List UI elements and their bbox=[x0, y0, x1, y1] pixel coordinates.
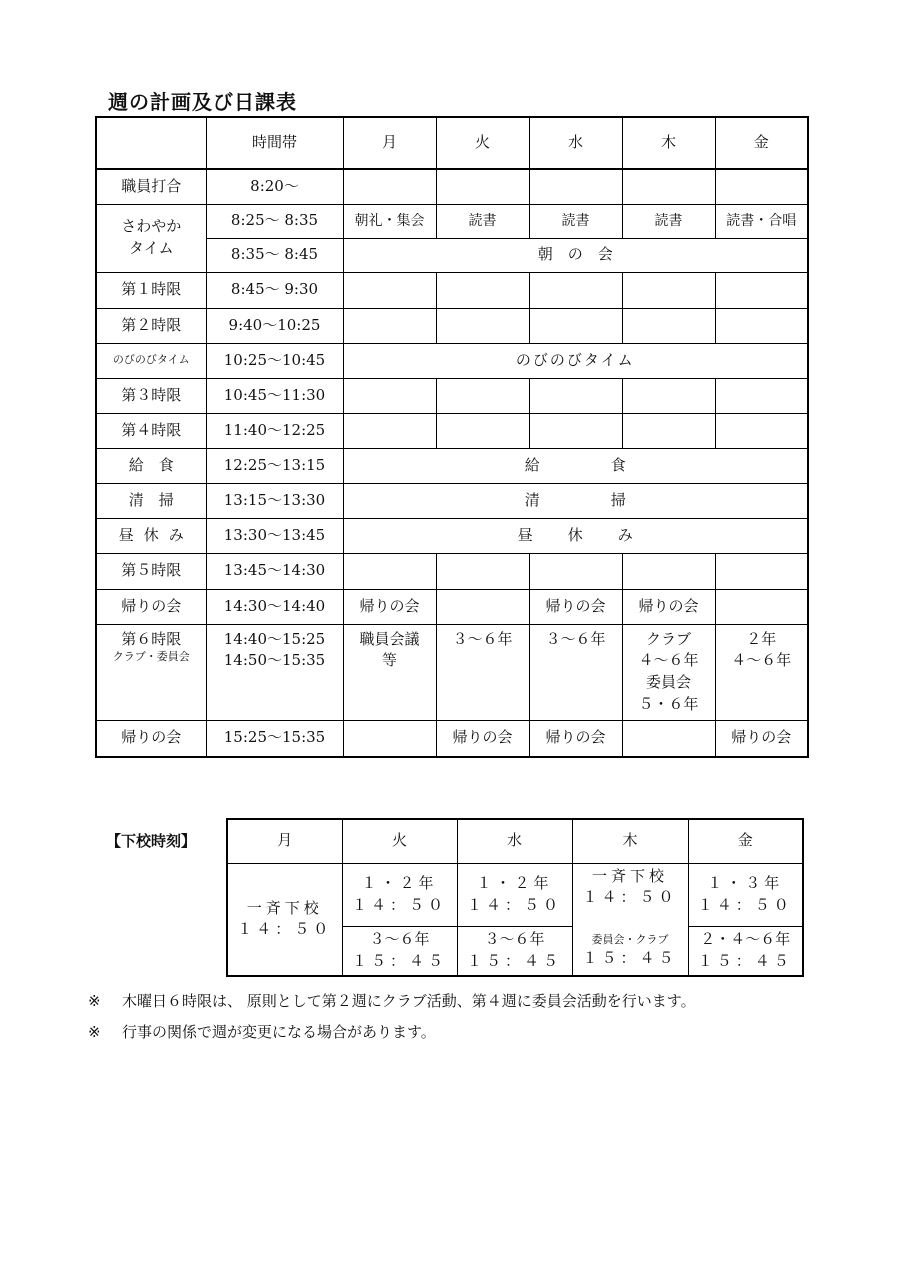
cell bbox=[529, 169, 622, 204]
cell bbox=[436, 553, 529, 589]
cell bbox=[622, 553, 715, 589]
cell bbox=[436, 308, 529, 343]
row-sawayaka-1 bbox=[96, 204, 808, 238]
cell bbox=[343, 308, 436, 343]
row-time: 8:35～ 8:45 bbox=[206, 238, 343, 272]
dismissal-thu-top: 一斉下校 １４：５０ bbox=[572, 863, 688, 926]
note-2 bbox=[88, 1021, 436, 1042]
header-row bbox=[96, 117, 808, 169]
cell bbox=[715, 589, 808, 624]
row-time: 14:30～14:40 bbox=[206, 589, 343, 624]
cell bbox=[343, 169, 436, 204]
merged-cell: 昼 休 み bbox=[343, 518, 808, 553]
row-period-4 bbox=[96, 413, 808, 448]
row-time-2: 14:50～15:35 bbox=[223, 651, 326, 670]
row-period-3 bbox=[96, 378, 808, 413]
page-title: 週の計画及び日課表 bbox=[108, 90, 297, 114]
dismissal-fri-top: １・３年 １４：５０ bbox=[688, 863, 803, 926]
dismissal-header-fri: 金 bbox=[688, 819, 803, 863]
row-label-main: 第６時限 bbox=[121, 629, 182, 648]
row-period-6 bbox=[96, 624, 808, 720]
row-label: 給 食 bbox=[96, 448, 206, 483]
cell bbox=[529, 272, 622, 308]
dismissal-header-wed: 水 bbox=[457, 819, 572, 863]
dismissal-table bbox=[226, 818, 804, 977]
row-label-sub: クラブ・委員会 bbox=[112, 650, 190, 664]
cell: 帰りの会 bbox=[436, 720, 529, 757]
cell bbox=[343, 272, 436, 308]
cell bbox=[622, 720, 715, 757]
header-tue: 火 bbox=[436, 117, 529, 169]
dismissal-fri-bottom bbox=[688, 926, 803, 976]
cell bbox=[343, 553, 436, 589]
cell bbox=[622, 378, 715, 413]
row-label: 清 掃 bbox=[96, 483, 206, 518]
header-thu: 木 bbox=[622, 117, 715, 169]
cell bbox=[436, 413, 529, 448]
merged-cell: 朝 の 会 bbox=[343, 238, 808, 272]
grade-label: 委員会・クラブ bbox=[591, 932, 669, 946]
row-time: 8:25～ 8:35 bbox=[206, 204, 343, 238]
cell: 帰りの会 bbox=[622, 589, 715, 624]
row-staff-meeting bbox=[96, 169, 808, 204]
dismissal-header-row bbox=[227, 819, 803, 863]
time-label: １５：４５ bbox=[466, 951, 562, 970]
row-time: 8:45～ 9:30 bbox=[206, 272, 343, 308]
schedule-table bbox=[95, 116, 809, 758]
row-label: 昼休み bbox=[96, 518, 206, 553]
grade-label: ３～６年 bbox=[484, 930, 545, 948]
note-1 bbox=[88, 990, 696, 1011]
cell bbox=[622, 272, 715, 308]
cell bbox=[715, 553, 808, 589]
cell: 読書 bbox=[529, 204, 622, 238]
row-label: 帰りの会 bbox=[96, 589, 206, 624]
dismissal-tue-top: １・２年 １４：５０ bbox=[342, 863, 457, 926]
cell: ３～６年 bbox=[436, 624, 529, 720]
dismissal-wed-top: １・２年 １４：５０ bbox=[457, 863, 572, 926]
row-time: 13:15～13:30 bbox=[206, 483, 343, 518]
header-fri: 金 bbox=[715, 117, 808, 169]
time-label: １５：４５ bbox=[351, 951, 447, 970]
grade-label: ３～６年 bbox=[369, 930, 430, 948]
cell bbox=[529, 553, 622, 589]
dismissal-thu-bottom bbox=[572, 926, 688, 976]
cell: ２年 ４～６年 bbox=[715, 624, 808, 720]
row-time: 11:40～12:25 bbox=[206, 413, 343, 448]
cell: 読書 bbox=[622, 204, 715, 238]
corner-cell bbox=[96, 117, 206, 169]
row-lunch bbox=[96, 448, 808, 483]
cell: 読書・合唱 bbox=[715, 204, 808, 238]
row-time: 12:25～13:15 bbox=[206, 448, 343, 483]
cell bbox=[622, 308, 715, 343]
cell bbox=[715, 413, 808, 448]
cell bbox=[436, 589, 529, 624]
time-label: １５：４５ bbox=[697, 951, 793, 970]
row-label: さわやか タイム bbox=[96, 204, 206, 272]
note-text: 行事の関係で週が変更になる場合があります。 bbox=[122, 1023, 436, 1041]
cell bbox=[622, 413, 715, 448]
row-time-1: 14:40～15:25 bbox=[223, 629, 326, 648]
cell: 帰りの会 bbox=[343, 589, 436, 624]
row-time: 8:20～ bbox=[206, 169, 343, 204]
note-mark: ※ bbox=[88, 1023, 101, 1041]
row-time: 10:25～10:45 bbox=[206, 343, 343, 378]
cell: クラブ ４～６年 委員会 ５・６年 bbox=[622, 624, 715, 720]
row-period-2 bbox=[96, 308, 808, 343]
row-time bbox=[206, 624, 343, 720]
row-homeroom-1 bbox=[96, 589, 808, 624]
cell bbox=[715, 169, 808, 204]
cell bbox=[622, 169, 715, 204]
dismissal-row-1 bbox=[227, 863, 803, 926]
cell bbox=[343, 413, 436, 448]
dismissal-label: 【下校時刻】 bbox=[106, 832, 197, 850]
row-time: 10:45～11:30 bbox=[206, 378, 343, 413]
dismissal-header-thu: 木 bbox=[572, 819, 688, 863]
row-label: 第２時限 bbox=[96, 308, 206, 343]
merged-cell: 給 食 bbox=[343, 448, 808, 483]
header-time: 時間帯 bbox=[206, 117, 343, 169]
cell: 帰りの会 bbox=[529, 589, 622, 624]
note-mark: ※ bbox=[88, 992, 101, 1010]
cell bbox=[529, 413, 622, 448]
header-wed: 水 bbox=[529, 117, 622, 169]
cell bbox=[343, 720, 436, 757]
row-period-1 bbox=[96, 272, 808, 308]
dismissal-mon: 一斉下校 １４：５０ bbox=[227, 863, 342, 976]
dismissal-header-tue: 火 bbox=[342, 819, 457, 863]
row-label: 第３時限 bbox=[96, 378, 206, 413]
cell: ３～６年 bbox=[529, 624, 622, 720]
row-label: のびのびタイム bbox=[96, 343, 206, 378]
cell bbox=[715, 272, 808, 308]
cell: 職員会議 等 bbox=[343, 624, 436, 720]
row-label: 第５時限 bbox=[96, 553, 206, 589]
cell: 帰りの会 bbox=[529, 720, 622, 757]
cell: 帰りの会 bbox=[715, 720, 808, 757]
row-time: 9:40～10:25 bbox=[206, 308, 343, 343]
cell bbox=[529, 308, 622, 343]
cell bbox=[436, 272, 529, 308]
cell bbox=[436, 378, 529, 413]
dismissal-tue-bottom bbox=[342, 926, 457, 976]
merged-cell: 清 掃 bbox=[343, 483, 808, 518]
row-label: 職員打合 bbox=[96, 169, 206, 204]
grade-label: ２・４～６年 bbox=[700, 930, 791, 948]
row-label bbox=[96, 624, 206, 720]
row-time: 13:45～14:30 bbox=[206, 553, 343, 589]
dismissal-wed-bottom bbox=[457, 926, 572, 976]
dismissal-header-mon: 月 bbox=[227, 819, 342, 863]
merged-cell: のびのびタイム bbox=[343, 343, 808, 378]
cell: 読書 bbox=[436, 204, 529, 238]
row-time: 15:25～15:35 bbox=[206, 720, 343, 757]
row-cleaning bbox=[96, 483, 808, 518]
time-label: １５：４５ bbox=[582, 949, 678, 968]
note-text: 木曜日６時限は、 原則として第２週にクラブ活動、第４週に委員会活動を行います。 bbox=[122, 992, 696, 1010]
row-nobinobi bbox=[96, 343, 808, 378]
header-mon: 月 bbox=[343, 117, 436, 169]
row-homeroom-2 bbox=[96, 720, 808, 757]
cell bbox=[715, 308, 808, 343]
row-label: 第４時限 bbox=[96, 413, 206, 448]
cell bbox=[436, 169, 529, 204]
cell bbox=[343, 378, 436, 413]
row-label: 第１時限 bbox=[96, 272, 206, 308]
cell: 朝礼・集会 bbox=[343, 204, 436, 238]
cell bbox=[715, 378, 808, 413]
cell bbox=[529, 378, 622, 413]
row-label: 帰りの会 bbox=[96, 720, 206, 757]
row-time: 13:30～13:45 bbox=[206, 518, 343, 553]
row-period-5 bbox=[96, 553, 808, 589]
row-lunch-break bbox=[96, 518, 808, 553]
